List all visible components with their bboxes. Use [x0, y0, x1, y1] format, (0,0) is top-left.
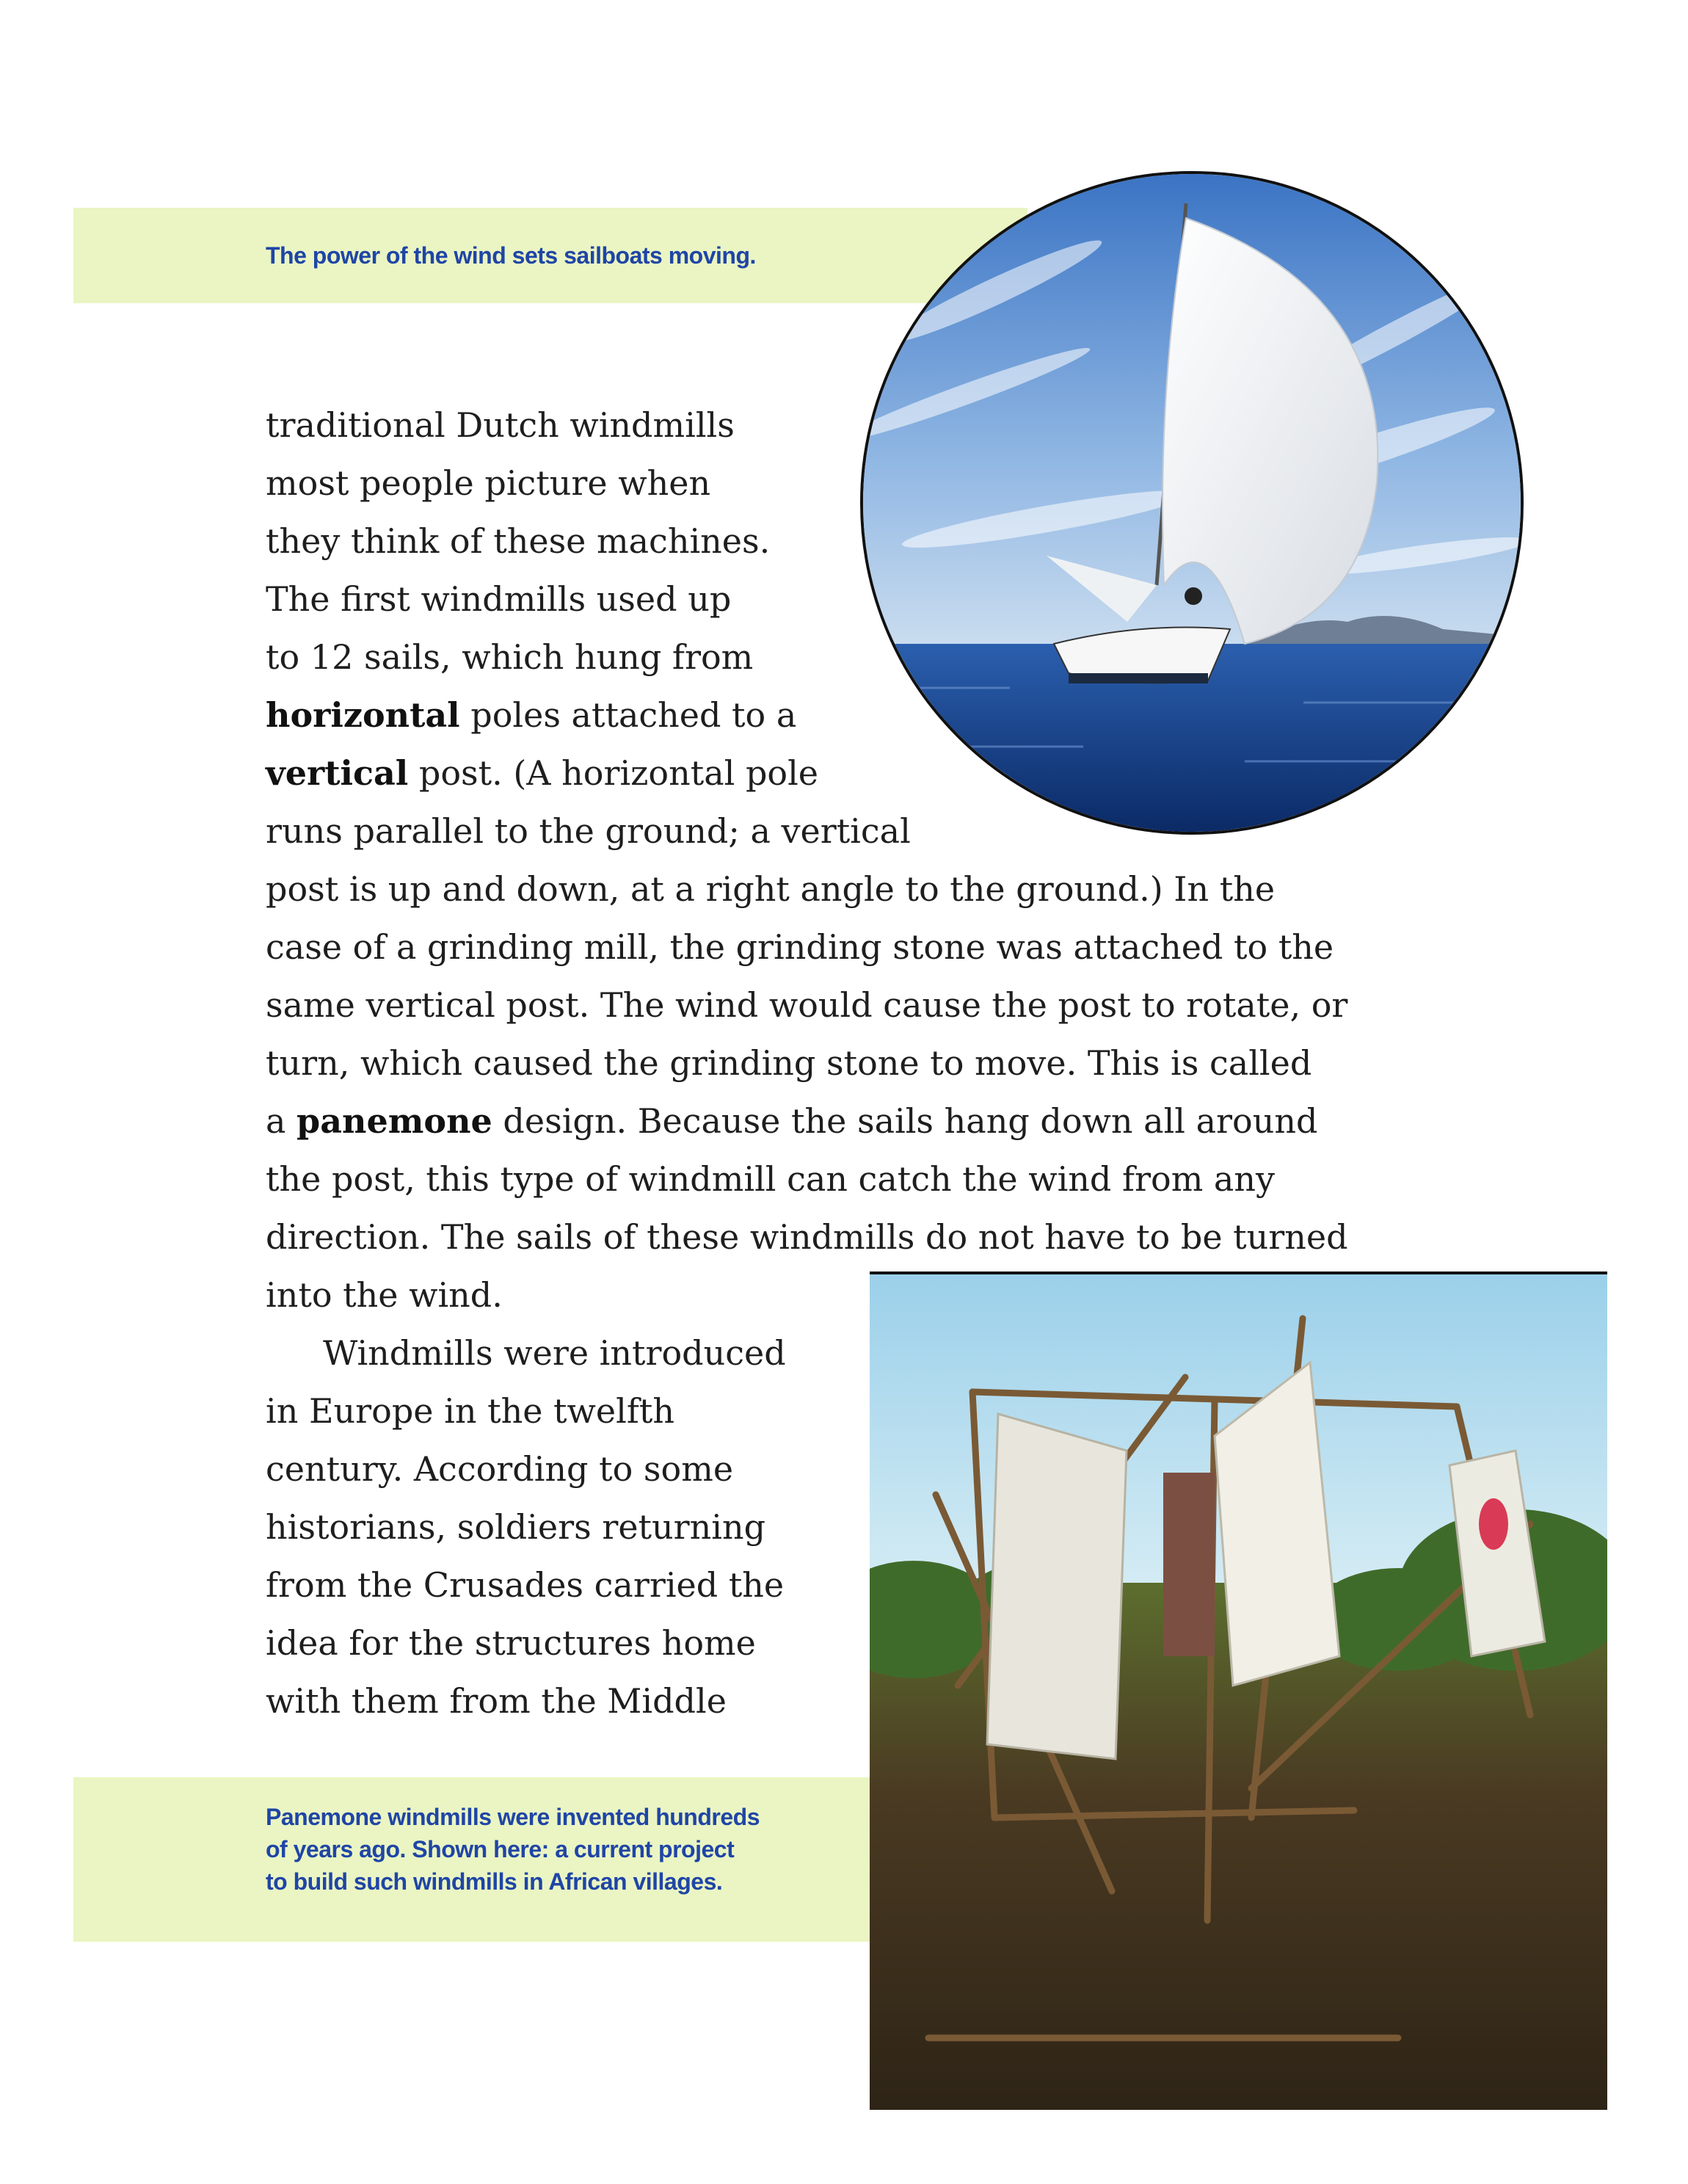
text-line: turn, which caused the grinding stone to move. This is called: [266, 1043, 1312, 1083]
text-line: a panemone design. Because the sails hang down all around: [266, 1101, 1318, 1141]
text-line: to 12 sails, which hung from: [266, 637, 754, 677]
text-line: horizontal poles attached to a: [266, 695, 797, 735]
caption-windmill-line: Panemone windmills were invented hundreds: [266, 1804, 760, 1830]
text-line: with them from the Middle: [266, 1681, 727, 1721]
caption-sailboat: The power of the wind sets sailboats moving.: [266, 242, 756, 269]
text-line: in Europe in the twelfth: [266, 1391, 674, 1431]
text-line: traditional Dutch windmills: [266, 405, 735, 445]
term-horizontal: horizontal: [266, 695, 460, 735]
text-line: post is up and down, at a right angle to the ground.) In the: [266, 869, 1276, 909]
text-line: into the wind.: [266, 1275, 503, 1315]
text-line: idea for the structures home: [266, 1623, 756, 1663]
text-line: they think of these machines.: [266, 521, 771, 561]
caption-windmill-line: of years ago. Shown here: a current project: [266, 1836, 735, 1862]
caption-windmill-line: to build such windmills in African villages.: [266, 1868, 723, 1895]
text-line: vertical post. (A horizontal pole: [266, 753, 819, 793]
panemone-windmill-photo: [870, 1271, 1607, 2110]
term-vertical: vertical: [266, 753, 409, 793]
text-line: Windmills were introduced: [323, 1333, 786, 1373]
text-line: runs parallel to the ground; a vertical: [266, 811, 911, 851]
text-line: direction. The sails of these windmills do not have to be turned: [266, 1217, 1348, 1257]
text-line: the post, this type of windmill can catch the wind from any: [266, 1159, 1275, 1199]
caption-windmill: [266, 1801, 867, 1898]
text-line: century. According to some: [266, 1449, 734, 1489]
text-line: The first windmills used up: [266, 579, 732, 619]
text-line: most people picture when: [266, 463, 711, 503]
text-line: same vertical post. The wind would cause the post to rotate, or: [266, 985, 1348, 1025]
term-panemone: panemone: [297, 1101, 492, 1141]
text-line: historians, soldiers returning: [266, 1507, 766, 1547]
text-line: case of a grinding mill, the grinding stone was attached to the: [266, 927, 1334, 967]
text-line: from the Crusades carried the: [266, 1565, 785, 1605]
